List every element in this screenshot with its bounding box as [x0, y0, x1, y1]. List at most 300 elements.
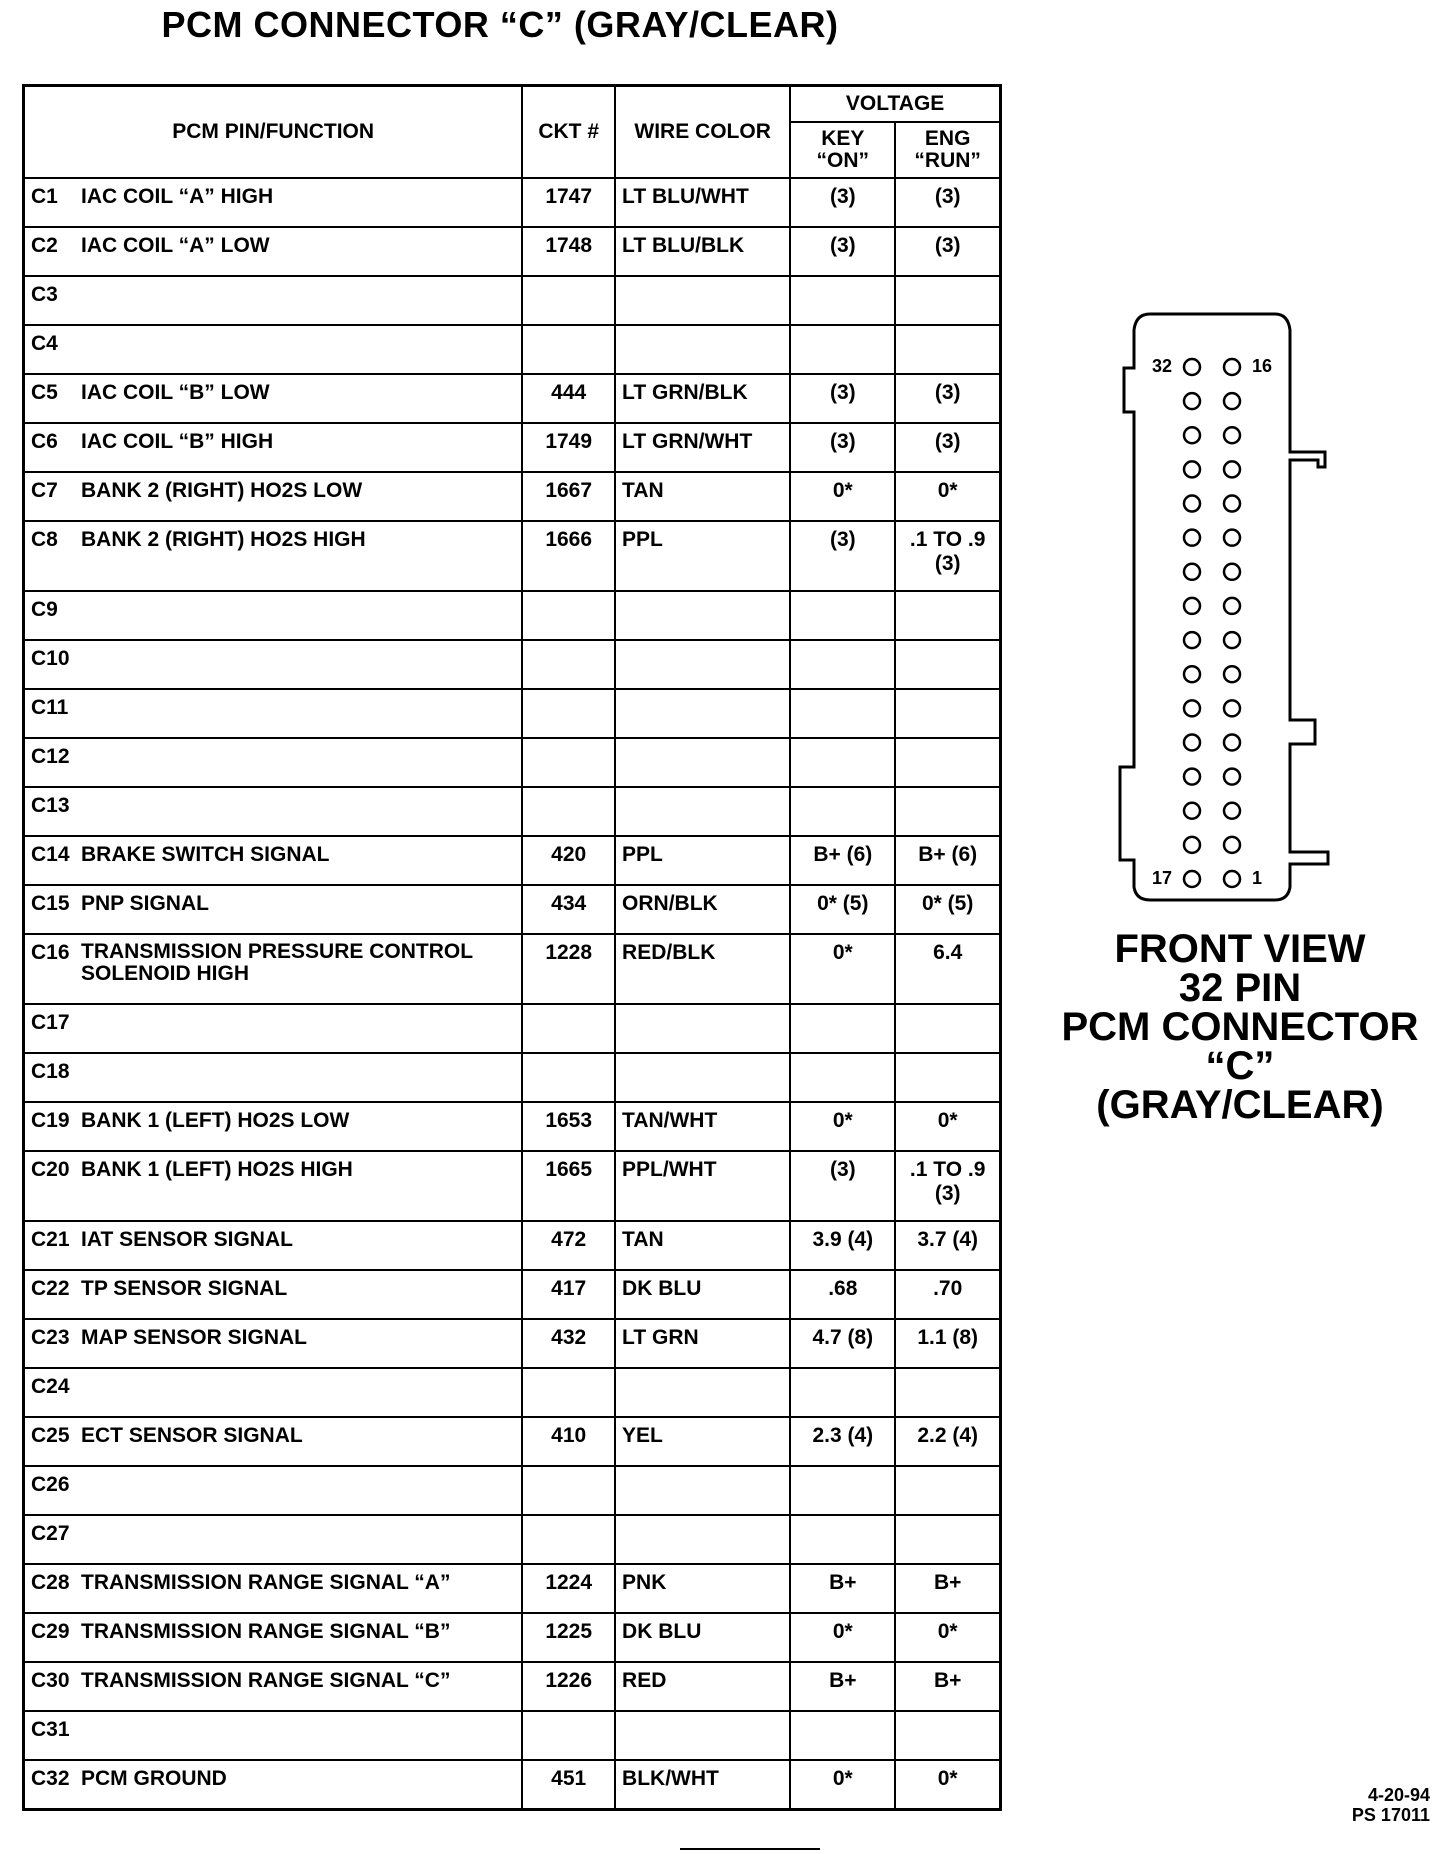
wire-color-cell: BLK/WHT: [615, 1760, 790, 1810]
pin-function: TRANSMISSION RANGE SIGNAL “C”: [81, 1669, 451, 1692]
pin-number: C23: [31, 1326, 70, 1349]
ckt-cell: [522, 689, 615, 738]
ckt-cell: 1666: [522, 521, 615, 591]
pin-function: TRANSMISSION RANGE SIGNAL “A”: [81, 1571, 451, 1594]
pin-function-cell: [24, 178, 523, 227]
wire-color-cell: DK BLU: [615, 1613, 790, 1662]
pin-hole: [1224, 734, 1240, 750]
caption-line-1: FRONT VIEW: [1114, 927, 1366, 971]
key-on-voltage-cell: (3): [790, 374, 895, 423]
pin-hole: [1224, 632, 1240, 648]
key-on-voltage-cell: 2.3 (4): [790, 1417, 895, 1466]
pin-number: C17: [31, 1011, 70, 1034]
eng-run-voltage-cell: [895, 1711, 1000, 1760]
connector-pins: [1184, 359, 1240, 887]
pin-hole: [1184, 461, 1200, 477]
table-row: [24, 1368, 1001, 1417]
pin-number: C3: [31, 283, 58, 306]
header-pin-function: PCM PIN/FUNCTION: [24, 86, 523, 179]
wire-color-cell: [615, 591, 790, 640]
footer-code: PS 17011: [1351, 1805, 1430, 1825]
ckt-cell: 1747: [522, 178, 615, 227]
key-on-voltage-cell: B+ (6): [790, 836, 895, 885]
pin-hole: [1184, 803, 1200, 819]
pin-function-cell: [24, 521, 523, 591]
pin-function: ECT SENSOR SIGNAL: [81, 1424, 303, 1447]
table-row: [24, 1417, 1001, 1466]
pin-number: C14: [31, 843, 70, 866]
pin-function-cell: [24, 1221, 523, 1270]
key-on-voltage-cell: [790, 325, 895, 374]
pin-function-cell: [24, 885, 523, 934]
key-on-voltage-cell: [790, 1004, 895, 1053]
eng-run-voltage-cell: (3): [895, 423, 1000, 472]
footer-rule: [680, 1848, 820, 1850]
pin-function: BRAKE SWITCH SIGNAL: [81, 843, 330, 866]
table-row: [24, 885, 1001, 934]
pin-function: PNP SIGNAL: [81, 892, 209, 915]
pin-function-cell: [24, 640, 523, 689]
pin-number: C30: [31, 1669, 70, 1692]
ckt-cell: 451: [522, 1760, 615, 1810]
pin-number: C31: [31, 1718, 70, 1741]
ckt-cell: 1228: [522, 934, 615, 1004]
key-on-voltage-cell: B+: [790, 1662, 895, 1711]
table-row: [24, 1760, 1001, 1810]
wire-color-cell: PPL: [615, 521, 790, 591]
eng-run-voltage-cell: 0*: [895, 1613, 1000, 1662]
ckt-cell: [522, 640, 615, 689]
pin-number: C18: [31, 1060, 70, 1083]
eng-run-voltage-cell: 3.7 (4): [895, 1221, 1000, 1270]
table-row: [24, 689, 1001, 738]
pin-function-cell: [24, 325, 523, 374]
pin-hole: [1184, 564, 1200, 580]
pin-hole: [1184, 871, 1200, 887]
pin-hole: [1184, 530, 1200, 546]
ckt-cell: [522, 1004, 615, 1053]
pin-function-cell: [24, 1270, 523, 1319]
pin-rows: [24, 178, 1001, 1810]
pin-function-cell: [24, 1368, 523, 1417]
pin-hole: [1224, 871, 1240, 887]
pin-function-cell: [24, 1760, 523, 1810]
wire-color-cell: YEL: [615, 1417, 790, 1466]
table-row: [24, 591, 1001, 640]
eng-run-voltage-cell: B+ (6): [895, 836, 1000, 885]
table-row: [24, 1221, 1001, 1270]
key-on-voltage-cell: [790, 591, 895, 640]
pin-number: C4: [31, 332, 58, 355]
ckt-cell: 1224: [522, 1564, 615, 1613]
pin-number: C16: [31, 941, 70, 964]
table-row: [24, 472, 1001, 521]
pin-hole: [1224, 530, 1240, 546]
table-row: [24, 1564, 1001, 1613]
pin-function-cell: [24, 787, 523, 836]
key-on-voltage-cell: B+: [790, 1564, 895, 1613]
wire-color-cell: PPL: [615, 836, 790, 885]
page-title: PCM CONNECTOR “C” (GRAY/CLEAR): [161, 4, 839, 45]
ckt-cell: 472: [522, 1221, 615, 1270]
pin-number: C22: [31, 1277, 70, 1300]
key-on-voltage-cell: [790, 787, 895, 836]
wire-color-cell: [615, 1053, 790, 1102]
pin-function: BANK 2 (RIGHT) HO2S HIGH: [81, 528, 366, 551]
pin-hole: [1224, 666, 1240, 682]
pin-function: MAP SENSOR SIGNAL: [81, 1326, 307, 1349]
pin-function-cell: [24, 1417, 523, 1466]
header-eng-run-line1: ENG: [924, 127, 971, 150]
pin-function-cell: [24, 1613, 523, 1662]
pin-hole: [1224, 700, 1240, 716]
table-row: [24, 276, 1001, 325]
key-on-voltage-cell: (3): [790, 423, 895, 472]
key-on-voltage-cell: (3): [790, 178, 895, 227]
eng-run-voltage-cell: [895, 1151, 1000, 1221]
eng-run-voltage-cell: [895, 787, 1000, 836]
pin-function-cell: [24, 689, 523, 738]
wire-color-cell: [615, 738, 790, 787]
wire-color-cell: RED/BLK: [615, 934, 790, 1004]
pin-number: C7: [31, 479, 58, 502]
pin-hole: [1224, 803, 1240, 819]
table-row: [24, 325, 1001, 374]
ckt-cell: [522, 787, 615, 836]
table-row: [24, 1102, 1001, 1151]
caption-line-2: 32 PIN: [1178, 966, 1302, 1010]
pin-function-cell: [24, 423, 523, 472]
eng-run-voltage-line2: (3): [934, 1182, 961, 1205]
eng-run-voltage-cell: 0*: [895, 1102, 1000, 1151]
pin-function-cell: [24, 472, 523, 521]
eng-run-voltage-cell: (3): [895, 178, 1000, 227]
pin-function: IAC COIL “B” LOW: [81, 381, 270, 404]
eng-run-voltage-cell: [895, 521, 1000, 591]
table-row: [24, 1319, 1001, 1368]
wire-color-cell: [615, 1711, 790, 1760]
key-on-voltage-cell: [790, 689, 895, 738]
header-ckt: CKT #: [522, 86, 615, 179]
eng-run-voltage-line2: (3): [934, 552, 961, 575]
wire-color-cell: LT BLU/WHT: [615, 178, 790, 227]
pin-hole: [1184, 734, 1200, 750]
table-row: [24, 1270, 1001, 1319]
eng-run-voltage-cell: [895, 591, 1000, 640]
table-row: [24, 934, 1001, 1004]
wire-color-cell: LT GRN: [615, 1319, 790, 1368]
caption-line-3: PCM CONNECTOR: [1061, 1005, 1419, 1049]
header-key-on-line2: “ON”: [816, 149, 870, 172]
pin-number: C19: [31, 1109, 70, 1132]
eng-run-voltage-cell: [895, 1053, 1000, 1102]
pin-function-cell: [24, 1053, 523, 1102]
pin-function-cell: [24, 1662, 523, 1711]
ckt-cell: 1225: [522, 1613, 615, 1662]
pin-function-cell: [24, 1711, 523, 1760]
pin-function: TP SENSOR SIGNAL: [81, 1277, 288, 1300]
header-eng-run: [895, 122, 1000, 178]
pin-function: PCM GROUND: [81, 1767, 227, 1790]
key-on-voltage-cell: [790, 1711, 895, 1760]
key-on-voltage-cell: (3): [790, 521, 895, 591]
pin-hole: [1184, 598, 1200, 614]
eng-run-voltage-cell: [895, 1466, 1000, 1515]
key-on-voltage-cell: [790, 738, 895, 787]
table-row: [24, 227, 1001, 276]
table-row: [24, 1053, 1001, 1102]
pin-number: C26: [31, 1473, 70, 1496]
pin-function-cell: [24, 591, 523, 640]
eng-run-voltage-cell: [895, 325, 1000, 374]
ckt-cell: [522, 1053, 615, 1102]
eng-run-voltage-cell: B+: [895, 1662, 1000, 1711]
table-row: [24, 738, 1001, 787]
pin-label-17: 17: [1151, 868, 1172, 888]
table-row: [24, 1004, 1001, 1053]
key-on-voltage-cell: 0*: [790, 1760, 895, 1810]
key-on-voltage-cell: [790, 1466, 895, 1515]
eng-run-voltage-line1: .1 TO .9: [909, 528, 986, 551]
pin-hole: [1184, 837, 1200, 853]
eng-run-voltage-cell: 0*: [895, 472, 1000, 521]
eng-run-voltage-line1: .1 TO .9: [909, 1158, 986, 1181]
eng-run-voltage-cell: [895, 738, 1000, 787]
connector-caption: [1040, 927, 1440, 1127]
pin-number: C32: [31, 1767, 70, 1790]
pin-label-16: 16: [1252, 356, 1273, 376]
wire-color-cell: [615, 1466, 790, 1515]
pin-number: C13: [31, 794, 70, 817]
pin-function-cell: [24, 227, 523, 276]
key-on-voltage-cell: 0*: [790, 1613, 895, 1662]
pin-hole: [1184, 700, 1200, 716]
table-row: [24, 836, 1001, 885]
wire-color-cell: DK BLU: [615, 1270, 790, 1319]
pin-hole: [1184, 769, 1200, 785]
ckt-cell: [522, 325, 615, 374]
key-on-voltage-cell: [790, 1368, 895, 1417]
pin-function: IAT SENSOR SIGNAL: [81, 1228, 293, 1251]
caption-line-5: (GRAY/CLEAR): [1096, 1083, 1384, 1127]
wire-color-cell: [615, 276, 790, 325]
key-on-voltage-cell: [790, 640, 895, 689]
table-row: [24, 178, 1001, 227]
wire-color-cell: RED: [615, 1662, 790, 1711]
pin-hole: [1184, 427, 1200, 443]
pin-function: BANK 1 (LEFT) HO2S HIGH: [81, 1158, 353, 1181]
header-wire-color: WIRE COLOR: [615, 86, 790, 179]
pin-number: C1: [31, 185, 58, 208]
ckt-cell: 410: [522, 1417, 615, 1466]
wire-color-cell: PNK: [615, 1564, 790, 1613]
pin-function-cell: [24, 836, 523, 885]
pin-function-cell: [24, 1515, 523, 1564]
wire-color-cell: [615, 689, 790, 738]
pin-hole: [1224, 598, 1240, 614]
pin-function: BANK 2 (RIGHT) HO2S LOW: [81, 479, 363, 502]
table-row: [24, 1515, 1001, 1564]
ckt-cell: 444: [522, 374, 615, 423]
ckt-cell: 434: [522, 885, 615, 934]
table-row: [24, 1151, 1001, 1221]
table-row: [24, 423, 1001, 472]
header-key-on-line1: KEY: [821, 127, 865, 150]
key-on-voltage-cell: 4.7 (8): [790, 1319, 895, 1368]
key-on-voltage-cell: [790, 1053, 895, 1102]
pin-number: C8: [31, 528, 58, 551]
ckt-cell: [522, 1711, 615, 1760]
pin-label-32: 32: [1151, 356, 1172, 376]
pin-function: [81, 941, 481, 985]
table-row: [24, 1613, 1001, 1662]
header-voltage: VOLTAGE: [790, 86, 1000, 123]
pin-number: C24: [31, 1375, 70, 1398]
table-row: [24, 521, 1001, 591]
wire-color-cell: ORN/BLK: [615, 885, 790, 934]
ckt-cell: 1748: [522, 227, 615, 276]
pin-function-line2: SOLENOID HIGH: [81, 962, 250, 985]
eng-run-voltage-cell: .70: [895, 1270, 1000, 1319]
footer-date: 4-20-94: [1367, 1785, 1430, 1805]
wire-color-cell: TAN: [615, 1221, 790, 1270]
caption-line-4: “C”: [1205, 1044, 1275, 1088]
ckt-cell: 1749: [522, 423, 615, 472]
pin-number: C29: [31, 1620, 70, 1643]
pin-number: C5: [31, 381, 58, 404]
eng-run-voltage-cell: [895, 1515, 1000, 1564]
pin-function-cell: [24, 1004, 523, 1053]
key-on-voltage-cell: 0*: [790, 1102, 895, 1151]
pin-function-cell: [24, 934, 523, 1004]
ckt-cell: [522, 1368, 615, 1417]
key-on-voltage-cell: 0* (5): [790, 885, 895, 934]
ckt-cell: 1653: [522, 1102, 615, 1151]
pin-hole: [1184, 359, 1200, 375]
ckt-cell: 432: [522, 1319, 615, 1368]
pin-number: C21: [31, 1228, 70, 1251]
pin-function-cell: [24, 374, 523, 423]
ckt-cell: [522, 591, 615, 640]
pin-hole: [1224, 564, 1240, 580]
ckt-cell: 1665: [522, 1151, 615, 1221]
pin-function-line1: TRANSMISSION PRESSURE CONTROL: [81, 940, 474, 963]
pin-function-cell: [24, 276, 523, 325]
key-on-voltage-cell: (3): [790, 1151, 895, 1221]
table-row: [24, 640, 1001, 689]
key-on-voltage-cell: 3.9 (4): [790, 1221, 895, 1270]
ckt-cell: [522, 276, 615, 325]
eng-run-voltage-cell: 1.1 (8): [895, 1319, 1000, 1368]
pin-table: [22, 84, 1002, 1811]
ckt-cell: [522, 738, 615, 787]
ckt-cell: 1667: [522, 472, 615, 521]
eng-run-voltage-cell: (3): [895, 227, 1000, 276]
pin-number: C28: [31, 1571, 70, 1594]
wire-color-cell: LT BLU/BLK: [615, 227, 790, 276]
table-row: [24, 374, 1001, 423]
eng-run-voltage-cell: 0*: [895, 1760, 1000, 1810]
wire-color-cell: [615, 325, 790, 374]
pin-label-1: 1: [1252, 868, 1263, 888]
table-row: [24, 1466, 1001, 1515]
pin-hole: [1224, 496, 1240, 512]
pin-hole: [1184, 666, 1200, 682]
key-on-voltage-cell: [790, 1515, 895, 1564]
pin-function: TRANSMISSION RANGE SIGNAL “B”: [81, 1620, 451, 1643]
eng-run-voltage-cell: [895, 1368, 1000, 1417]
pin-function: BANK 1 (LEFT) HO2S LOW: [81, 1109, 350, 1132]
pin-function-cell: [24, 1564, 523, 1613]
pin-hole: [1224, 837, 1240, 853]
wire-color-cell: TAN: [615, 472, 790, 521]
ckt-cell: 1226: [522, 1662, 615, 1711]
pin-hole: [1184, 496, 1200, 512]
pin-function-cell: [24, 1466, 523, 1515]
ckt-cell: [522, 1466, 615, 1515]
pin-function: IAC COIL “B” HIGH: [81, 430, 274, 453]
wire-color-cell: LT GRN/BLK: [615, 374, 790, 423]
pin-function: IAC COIL “A” LOW: [81, 234, 270, 257]
header-key-on: [790, 122, 895, 178]
pin-hole: [1224, 427, 1240, 443]
key-on-voltage-cell: (3): [790, 227, 895, 276]
table-row: [24, 787, 1001, 836]
footer: [1330, 1785, 1430, 1825]
wire-color-cell: [615, 787, 790, 836]
eng-run-voltage-cell: 6.4: [895, 934, 1000, 1004]
pin-function-cell: [24, 1319, 523, 1368]
eng-run-voltage-cell: [895, 1004, 1000, 1053]
pin-number: C25: [31, 1424, 70, 1447]
key-on-voltage-cell: 0*: [790, 934, 895, 1004]
eng-run-voltage-cell: (3): [895, 374, 1000, 423]
wire-color-cell: [615, 640, 790, 689]
connector-diagram: [1110, 312, 1350, 902]
ckt-cell: 420: [522, 836, 615, 885]
pin-number: C12: [31, 745, 70, 768]
table-row: [24, 1711, 1001, 1760]
wire-color-cell: PPL/WHT: [615, 1151, 790, 1221]
eng-run-voltage-cell: 0* (5): [895, 885, 1000, 934]
pin-number: C15: [31, 892, 70, 915]
pin-hole: [1224, 769, 1240, 785]
key-on-voltage-cell: [790, 276, 895, 325]
key-on-voltage-cell: .68: [790, 1270, 895, 1319]
pin-hole: [1224, 359, 1240, 375]
pin-hole: [1184, 632, 1200, 648]
pin-function-cell: [24, 1151, 523, 1221]
header-eng-run-line2: “RUN”: [914, 149, 981, 172]
wire-color-cell: LT GRN/WHT: [615, 423, 790, 472]
table-row: [24, 1662, 1001, 1711]
ckt-cell: 417: [522, 1270, 615, 1319]
pin-number: C20: [31, 1158, 70, 1181]
eng-run-voltage-cell: [895, 640, 1000, 689]
wire-color-cell: [615, 1004, 790, 1053]
pin-number: C27: [31, 1522, 70, 1545]
key-on-voltage-cell: 0*: [790, 472, 895, 521]
pin-number: C11: [31, 696, 69, 719]
pin-hole: [1224, 393, 1240, 409]
pin-number: C2: [31, 234, 58, 257]
pin-function: IAC COIL “A” HIGH: [81, 185, 274, 208]
wire-color-cell: [615, 1515, 790, 1564]
pin-function-cell: [24, 1102, 523, 1151]
eng-run-voltage-cell: [895, 689, 1000, 738]
wire-color-cell: TAN/WHT: [615, 1102, 790, 1151]
eng-run-voltage-cell: B+: [895, 1564, 1000, 1613]
